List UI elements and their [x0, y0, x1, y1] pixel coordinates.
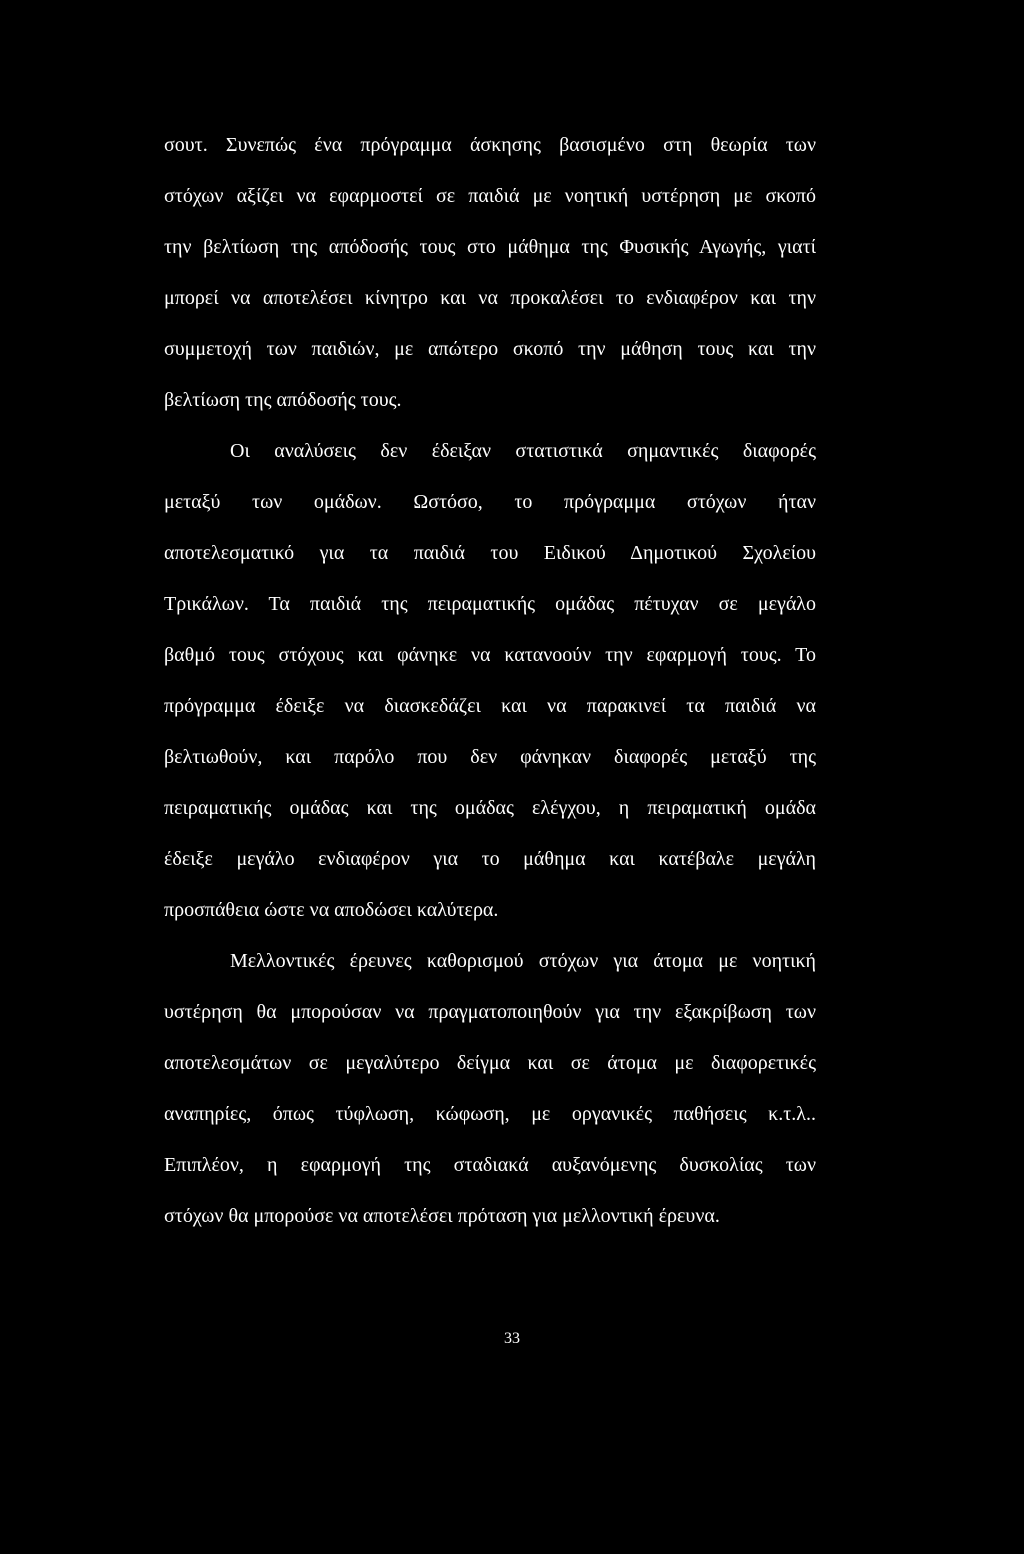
text-line: Επιπλέον, η εφαρμογή της σταδιακά αυξανόμενης δυσκολίας των: [164, 1154, 816, 1176]
text-line: πρόγραμμα έδειξε να διασκεδάζει και να παρακινεί τα παιδιά να: [164, 695, 816, 717]
text-line: σουτ. Συνεπώς ένα πρόγραμμα άσκησης βασισμένο στη θεωρία των: [164, 134, 816, 156]
text-line: συμμετοχή των παιδιών, με απώτερο σκοπό την μάθηση τους και την: [164, 338, 816, 360]
text-line: υστέρηση θα μπορούσαν να πραγματοποιηθούν για την εξακρίβωση των: [164, 1001, 816, 1023]
text-line: προσπάθεια ώστε να αποδώσει καλύτερα.: [164, 899, 499, 921]
text-line: βελτιωθούν, και παρόλο που δεν φάνηκαν διαφορές μεταξύ της: [164, 746, 816, 768]
text-line: βαθμό τους στόχους και φάνηκε να κατανοούν την εφαρμογή τους. Το: [164, 644, 816, 666]
text-line: αποτελεσματικό για τα παιδιά του Ειδικού Δημοτικού Σχολείου: [164, 542, 816, 564]
text-line: την βελτίωση της απόδοσής τους στο μάθημα της Φυσικής Αγωγής, γιατί: [164, 236, 816, 258]
text-line: βελτίωση της απόδοσής τους.: [164, 389, 402, 411]
text-line: αναπηρίες, όπως τύφλωση, κώφωση, με οργανικές παθήσεις κ.τ.λ..: [164, 1103, 816, 1125]
text-line: στόχων αξίζει να εφαρμοστεί σε παιδιά με νοητική υστέρηση με σκοπό: [164, 185, 816, 207]
text-line: στόχων θα μπορούσε να αποτελέσει πρόταση για μελλοντική έρευνα.: [164, 1205, 720, 1227]
page-number: 33: [504, 1330, 520, 1347]
text-line: έδειξε μεγάλο ενδιαφέρον για το μάθημα και κατέβαλε μεγάλη: [164, 848, 816, 870]
text-line: μπορεί να αποτελέσει κίνητρο και να προκαλέσει το ενδιαφέρον και την: [164, 287, 816, 309]
text-line: μεταξύ των ομάδων. Ωστόσο, το πρόγραμμα στόχων ήταν: [164, 491, 816, 513]
text-line: Οι αναλύσεις δεν έδειξαν στατιστικά σημαντικές διαφορές: [230, 440, 816, 462]
text-line: πειραματικής ομάδας και της ομάδας ελέγχου, η πειραματική ομάδα: [164, 797, 816, 819]
text-line: αποτελεσμάτων σε μεγαλύτερο δείγμα και σε άτομα με διαφορετικές: [164, 1052, 816, 1074]
text-line: Μελλοντικές έρευνες καθορισμού στόχων για άτομα με νοητική: [230, 950, 816, 972]
text-line: Τρικάλων. Τα παιδιά της πειραματικής ομάδας πέτυχαν σε μεγάλο: [164, 593, 816, 615]
